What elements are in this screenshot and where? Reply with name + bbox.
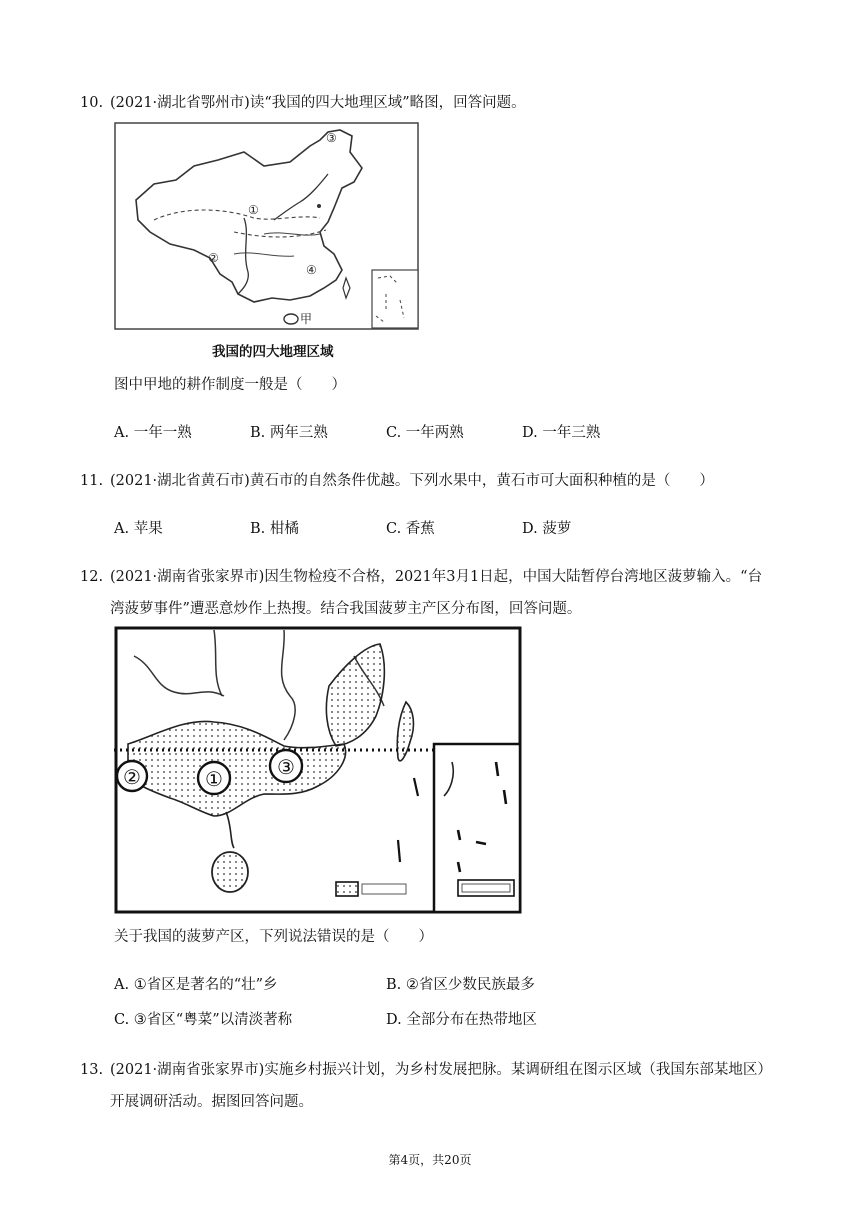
q10-option-d[interactable]: D. 一年三熟 bbox=[522, 425, 601, 441]
q13-stem-line2: 开展调研活动。据图回答问题。 bbox=[110, 1094, 313, 1110]
q10-option-b[interactable]: B. 两年三熟 bbox=[250, 425, 328, 441]
q10-map bbox=[114, 122, 420, 332]
q10-question: 图中甲地的耕作制度一般是（ ） bbox=[114, 377, 346, 393]
q12-option-c[interactable]: C. ③省区“粤菜”以清淡著称 bbox=[114, 1012, 293, 1028]
q10-option-c[interactable]: C. 一年两熟 bbox=[386, 425, 464, 441]
map-label-3: ③ bbox=[277, 755, 295, 779]
map-label-1: ① bbox=[205, 767, 223, 791]
q11-option-d[interactable]: D. 菠萝 bbox=[522, 521, 572, 537]
q10-option-a[interactable]: A. 一年一熟 bbox=[114, 425, 192, 441]
q12-option-d[interactable]: D. 全部分布在热带地区 bbox=[386, 1012, 537, 1028]
q12-question: 关于我国的菠萝产区，下列说法错误的是（ ） bbox=[114, 929, 433, 945]
q11-option-a[interactable]: A. 苹果 bbox=[114, 521, 163, 537]
q13-stem-line1: (2021·湖南省张家界市)实施乡村振兴计划，为乡村发展把脉。某调研组在图示区域（我国东部某地区） bbox=[110, 1062, 772, 1078]
q10-number: 10. bbox=[80, 95, 104, 111]
map-label-2: ② bbox=[123, 765, 141, 789]
q10-stem-text: (2021·湖北省鄂州市)读“我国的四大地理区域”略图，回答问题。 bbox=[110, 95, 526, 111]
q12-option-b[interactable]: B. ②省区少数民族最多 bbox=[386, 977, 535, 993]
pineapple-production-map bbox=[114, 626, 522, 914]
q12-stem bbox=[80, 565, 762, 586]
q12-number: 12. bbox=[80, 569, 104, 585]
q12-stem-line1: (2021·湖南省张家界市)因生物检疫不合格，2021年3月1日起，中国大陆暂停台湾地区菠萝输入。“台 bbox=[110, 569, 763, 585]
page-footer: 第4页，共20页 bbox=[388, 1153, 472, 1167]
map-label-3: ③ bbox=[326, 131, 337, 145]
q11-stem-text: (2021·湖北省黄石市)黄石市的自然条件优越。下列水果中，黄石市可大面积种植的是（ ） bbox=[110, 473, 714, 489]
q12-map bbox=[114, 626, 522, 914]
china-four-regions-map bbox=[114, 122, 420, 332]
map-label-1: ① bbox=[248, 203, 259, 217]
q10-map-caption: 我国的四大地理区域 bbox=[212, 344, 334, 360]
q11-stem bbox=[80, 469, 714, 490]
q11-option-b[interactable]: B. 柑橘 bbox=[250, 521, 299, 537]
map-label-4: ④ bbox=[306, 263, 317, 277]
q10-stem bbox=[80, 91, 526, 112]
q12-stem-line2: 湾菠萝事件”遭恶意炒作上热搜。结合我国菠萝主产区分布图，回答问题。 bbox=[110, 601, 582, 617]
q11-number: 11. bbox=[80, 473, 104, 489]
q11-option-c[interactable]: C. 香蕉 bbox=[386, 521, 435, 537]
map-label-jia: 甲 bbox=[300, 312, 313, 326]
q13-stem bbox=[80, 1058, 772, 1079]
q12-option-a[interactable]: A. ①省区是著名的“壮”乡 bbox=[114, 977, 278, 993]
map-label-2: ② bbox=[208, 251, 219, 265]
q13-number: 13. bbox=[80, 1062, 104, 1078]
